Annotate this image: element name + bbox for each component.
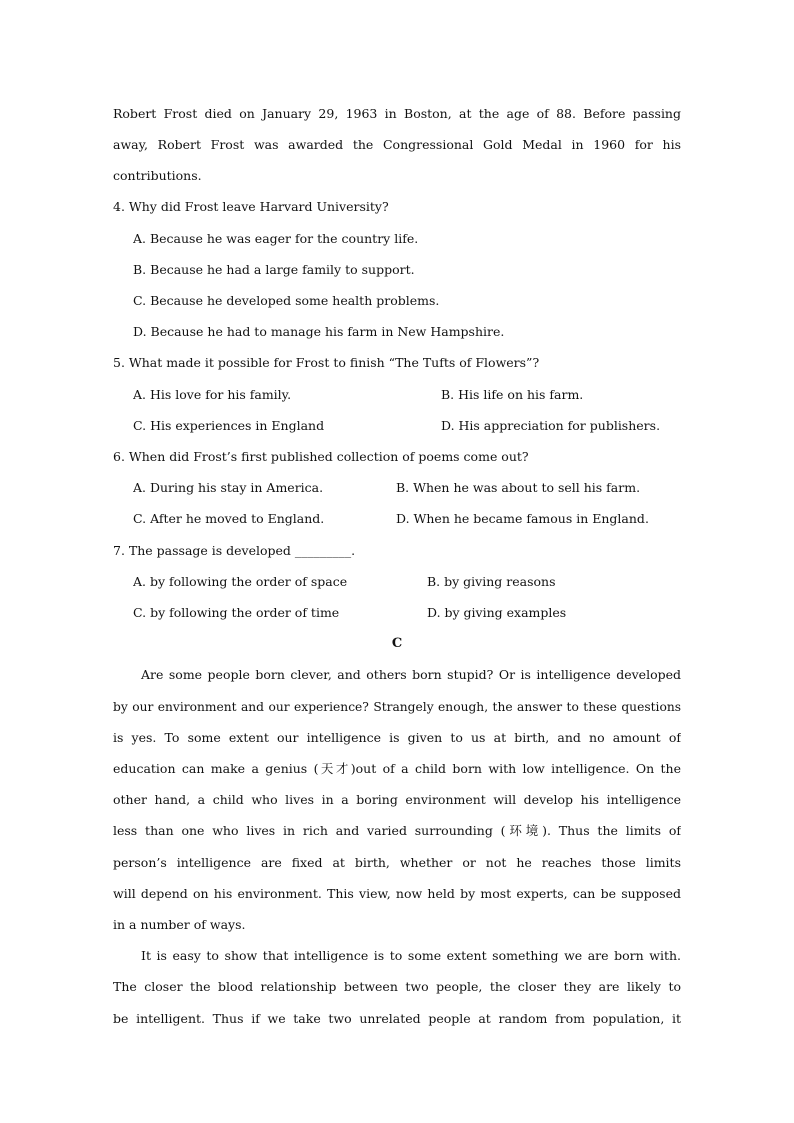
paragraph-line: education can make a genius (天才)out of a child born with low intelligence. On the: [113, 761, 681, 776]
question-7-option-b: B. by giving reasons: [427, 574, 556, 589]
paragraph-line: is yes. To some extent our intelligence is given to us at birth, and no amount of: [113, 730, 681, 745]
paragraph-line: less than one who lives in rich and varied surrounding (环境). Thus the limits of: [113, 823, 681, 838]
paragraph-line: will depend on his environment. This view, now held by most experts, can be supposed: [113, 886, 681, 901]
question-7-stem: 7. The passage is developed _________.: [113, 543, 356, 558]
question-6-option-d: D. When he became famous in England.: [396, 511, 649, 526]
question-4-option-a: A. Because he was eager for the country life.: [133, 231, 419, 246]
passage-line: Robert Frost died on January 29, 1963 in Boston, at the age of 88. Before passing: [113, 106, 681, 121]
question-7-option-c: C. by following the order of time: [133, 605, 340, 620]
question-6-stem: 6. When did Frost’s first published collection of poems come out?: [113, 449, 529, 464]
question-5-row-1: [133, 387, 693, 403]
question-6-row-2: [133, 511, 693, 527]
question-7-row-2: [133, 605, 693, 621]
question-6-row-1: [133, 480, 693, 496]
question-5-option-d: D. His appreciation for publishers.: [441, 418, 661, 433]
passage-line: contributions.: [113, 168, 202, 183]
question-6-option-b: B. When he was about to sell his farm.: [396, 480, 641, 495]
paragraph-line: be intelligent. Thus if we take two unrelated people at random from population, it: [113, 1011, 681, 1026]
question-6-option-a: A. During his stay in America.: [133, 480, 324, 495]
question-5-stem: 5. What made it possible for Frost to finish “The Tufts of Flowers”?: [113, 355, 540, 370]
question-4-stem: 4. Why did Frost leave Harvard University?: [113, 199, 389, 214]
question-5-option-c: C. His experiences in England: [133, 418, 325, 433]
section-heading: C: [391, 636, 403, 651]
question-7-option-d: D. by giving examples: [427, 605, 567, 620]
paragraph-line: It is easy to show that intelligence is to some extent something we are born with.: [141, 948, 681, 963]
paragraph-line: other hand, a child who lives in a boring environment will develop his intelligence: [113, 792, 681, 807]
question-4-option-b: B. Because he had a large family to support.: [133, 262, 415, 277]
paragraph-line: Are some people born clever, and others born stupid? Or is intelligence developed: [141, 667, 681, 682]
question-5-row-2: [133, 418, 693, 434]
question-4-option-c: C. Because he developed some health problems.: [133, 293, 440, 308]
paragraph-line: by our environment and our experience? Strangely enough, the answer to these questions: [113, 700, 681, 714]
passage-line: away, Robert Frost was awarded the Congressional Gold Medal in 1960 for his: [113, 137, 681, 152]
question-7-option-a: A. by following the order of space: [133, 574, 348, 589]
question-5-option-a: A. His love for his family.: [133, 387, 292, 402]
paragraph-line: The closer the blood relationship between two people, the closer they are likely to: [113, 979, 681, 994]
question-5-option-b: B. His life on his farm.: [441, 387, 584, 402]
paragraph-line: in a number of ways.: [113, 917, 246, 932]
question-6-option-c: C. After he moved to England.: [133, 511, 325, 526]
paragraph-line: person’s intelligence are fixed at birth, whether or not he reaches those limits: [113, 855, 681, 870]
question-7-row-1: [133, 574, 693, 590]
question-4-option-d: D. Because he had to manage his farm in New Hampshire.: [133, 324, 505, 339]
